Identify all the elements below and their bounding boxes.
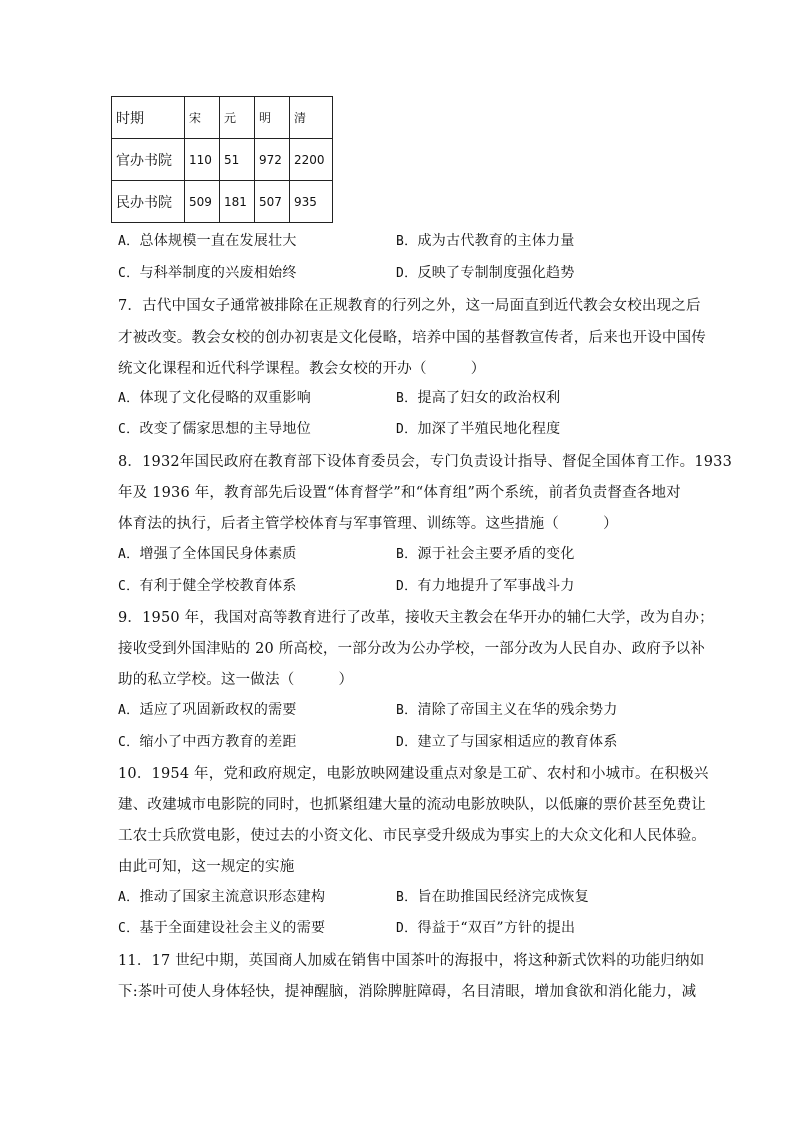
- option-letter: C．: [118, 266, 140, 281]
- table-row: [112, 181, 333, 223]
- q7-option-b[interactable]: [396, 387, 560, 407]
- q9-stem-line: 接收受到外国津贴的 20 所高校，一部分改为公办学校，一部分改为人民自办、政府予以补: [118, 641, 706, 657]
- option-text: 加深了半殖民地化程度: [417, 421, 561, 437]
- q7-option-c[interactable]: [118, 418, 311, 438]
- table-cell: 972: [255, 139, 290, 181]
- q7-option-a[interactable]: [118, 387, 311, 407]
- option-text: 体现了文化侵略的双重影响: [139, 390, 312, 406]
- q10-option-d[interactable]: [396, 917, 575, 937]
- option-text: 基于全面建设社会主义的需要: [139, 920, 326, 936]
- q11-stem-line: 下:茶叶可使人身体轻快，提神醒脑，消除脾脏障碍，名目清眼，增加食欲和消化能力，减: [118, 984, 697, 1000]
- q7-stem-line: 7．古代中国女子通常被排除在正规教育的行列之外，这一局面直到近代教会女校出现之后: [118, 298, 701, 314]
- option-letter: D．: [396, 579, 418, 594]
- table-header-cell: 时期: [112, 97, 185, 139]
- academy-count-table: [111, 96, 333, 223]
- option-letter: B．: [396, 890, 418, 905]
- option-letter: D．: [396, 422, 418, 437]
- table-header-row: [112, 97, 333, 139]
- q8-option-a[interactable]: [118, 543, 297, 563]
- option-letter: B．: [396, 703, 418, 718]
- table-cell: 181: [220, 181, 255, 223]
- option-text: 提高了妇女的政治权利: [417, 390, 561, 406]
- option-text: 成为古代教育的主体力量: [417, 233, 575, 249]
- table-header-cell: 明: [255, 97, 290, 139]
- table-row-label: 官办书院: [112, 139, 185, 181]
- option-letter: A．: [118, 234, 140, 249]
- option-letter: B．: [396, 234, 418, 249]
- option-letter: A．: [118, 391, 140, 406]
- table-row: [112, 139, 333, 181]
- q9-stem-line: 9．1950 年，我国对高等教育进行了改革，接收天主教会在华开办的辅仁大学，改为自办；: [118, 610, 714, 626]
- table-cell: 51: [220, 139, 255, 181]
- q8-stem-line: 体育法的执行，后者主管学校体育与军事管理、训练等。这些措施（ ）: [118, 516, 618, 532]
- option-text: 适应了巩固新政权的需要: [139, 702, 297, 718]
- option-letter: C．: [118, 735, 140, 750]
- option-letter: A．: [118, 890, 140, 905]
- option-text: 反映了专制制度强化趋势: [417, 265, 575, 281]
- q6-option-d[interactable]: [396, 262, 575, 282]
- q9-stem-line: 助的私立学校。这一做法（ ）: [118, 672, 354, 688]
- q8-stem-line: 年及 1936 年，教育部先后设置“体育督学”和“体育组”两个系统，前者负责督查各地对: [118, 485, 681, 501]
- q9-option-b[interactable]: [396, 699, 618, 719]
- table-cell: 110: [185, 139, 220, 181]
- option-text: 增强了全体国民身体素质: [139, 546, 297, 562]
- option-text: 改变了儒家思想的主导地位: [139, 421, 312, 437]
- table-cell: 935: [290, 181, 333, 223]
- table-cell: 507: [255, 181, 290, 223]
- table-cell: 509: [185, 181, 220, 223]
- option-text: 源于社会主要矛盾的变化: [417, 546, 575, 562]
- table-header-cell: 元: [220, 97, 255, 139]
- option-text: 缩小了中西方教育的差距: [139, 734, 297, 750]
- option-text: 有力地提升了军事战斗力: [417, 578, 575, 594]
- table-header-cell: 清: [290, 97, 333, 139]
- q9-option-c[interactable]: [118, 731, 297, 751]
- q7-option-d[interactable]: [396, 418, 560, 438]
- q6-option-c[interactable]: [118, 262, 297, 282]
- q10-option-c[interactable]: [118, 917, 325, 937]
- q8-option-d[interactable]: [396, 575, 575, 595]
- option-letter: C．: [118, 921, 140, 936]
- option-letter: A．: [118, 547, 140, 562]
- option-text: 得益于“双百”方针的提出: [417, 920, 576, 936]
- q10-option-b[interactable]: [396, 886, 589, 906]
- option-letter: C．: [118, 422, 140, 437]
- table-header-cell: 宋: [185, 97, 220, 139]
- q7-stem-line: 统文化课程和近代科学课程。教会女校的开办（ ）: [118, 361, 486, 377]
- q7-stem-line: 才被改变。教会女校的创办初衷是文化侵略，培养中国的基督教宣传者，后来也开设中国传: [118, 330, 706, 346]
- option-text: 建立了与国家相适应的教育体系: [417, 734, 618, 750]
- q6-option-b[interactable]: [396, 230, 575, 250]
- option-text: 总体规模一直在发展壮大: [139, 233, 297, 249]
- q10-stem-line: 工农士兵欣赏电影，使过去的小资文化、市民享受升级成为事实上的大众文化和人民体验。: [118, 828, 706, 844]
- q8-stem-line: 8．1932年国民政府在教育部下设体育委员会，专门负责设计指导、督促全国体育工作。1933: [118, 454, 733, 470]
- q10-option-a[interactable]: [118, 886, 325, 906]
- q8-option-b[interactable]: [396, 543, 575, 563]
- option-text: 有利于健全学校教育体系: [139, 578, 297, 594]
- q9-option-a[interactable]: [118, 699, 297, 719]
- option-text: 旨在助推国民经济完成恢复: [417, 889, 590, 905]
- option-text: 推动了国家主流意识形态建构: [139, 889, 326, 905]
- option-letter: B．: [396, 547, 418, 562]
- q9-option-d[interactable]: [396, 731, 618, 751]
- option-letter: C．: [118, 579, 140, 594]
- q10-stem-line: 建、改建城市电影院的同时，也抓紧组建大量的流动电影放映队，以低廉的票价甚至免费让: [118, 797, 706, 813]
- option-text: 与科举制度的兴废相始终: [139, 265, 297, 281]
- q10-stem-line: 由此可知，这一规定的实施: [118, 859, 295, 875]
- q8-option-c[interactable]: [118, 575, 297, 595]
- option-text: 清除了帝国主义在华的残余势力: [417, 702, 618, 718]
- q10-stem-line: 10．1954 年，党和政府规定，电影放映网建设重点对象是工矿、农村和小城市。在积极兴: [118, 766, 709, 782]
- table-row-label: 民办书院: [112, 181, 185, 223]
- q6-option-a[interactable]: [118, 230, 297, 250]
- option-letter: D．: [396, 266, 418, 281]
- q11-stem-line: 11．17 世纪中期，英国商人加威在销售中国茶叶的海报中，将这种新式饮料的功能归纳如: [118, 953, 705, 969]
- option-letter: D．: [396, 735, 418, 750]
- table-cell: 2200: [290, 139, 333, 181]
- option-letter: A．: [118, 703, 140, 718]
- option-letter: B．: [396, 391, 418, 406]
- option-letter: D．: [396, 921, 418, 936]
